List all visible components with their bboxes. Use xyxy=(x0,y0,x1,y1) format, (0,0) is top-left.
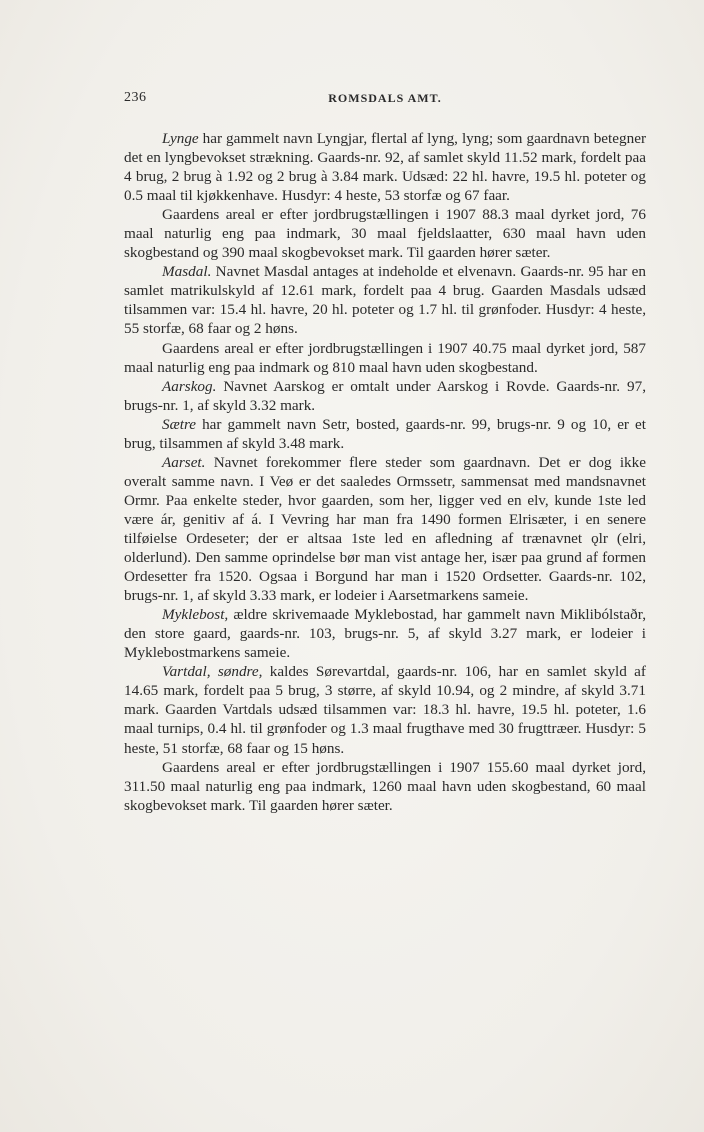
paragraph-lynge xyxy=(124,129,646,205)
paragraph-myklebost xyxy=(124,605,646,662)
paragraph-masdal-areal xyxy=(124,339,646,377)
paragraph-vartdal-areal xyxy=(124,758,646,815)
text-vartdal: kaldes Sørevartdal, gaards-nr. 106, har en samlet skyld af 14.65 mark, fordelt paa 5 brug, 3 større, af skyld 10.94, og 2 mindre, af skyld 3.71 mark. Gaarden Vartdals udsæd tilsammen var: 18.3 hl. havre, 19.5 hl. poteter, 1.6 maal turnips, 0.4 hl. til grønfoder og 1.3 maal frugthave med 30 frugttræer. Husdyr: 5 heste, 51 storfæ, 68 faar og 15 høns. xyxy=(124,663,646,757)
lead-lynge: Lynge xyxy=(162,130,199,147)
text-aarset: Navnet forekommer flere steder som gaardnavn. Det er dog ikke overalt samme navn. I Veø er det saaledes Ormssetr, sammensat med mandsnavnet Ormr. Paa enkelte steder, hvor gaarden, som her, ligger ved en elv, kunde 1ste led være ár, genitiv af á. I Vevring har man fra 1490 formen Elrisæter, i en senere tilføielse Ordeseter; der er altsaa 1ste led en afledning af trænavnet ǫlr (elri, olderlund). Den samme oprindelse bør man vist antage her, især paa grund af formen Ordesetter fra 1520. Ogsaa i Borgund har man i 1520 Ordsetter. Gaards-nr. 102, brugs-nr. 1, af skyld 3.33 mark, er lodeier i Aarsetmarkens sameie. xyxy=(124,453,646,605)
lead-aarskog: Aarskog. xyxy=(162,377,217,395)
text-myklebost: ældre skrivemaade Myklebostad, har gammelt navn Miklibólstaðr, den store gaard, gaards-nr. 103, brugs-nr. 5, af skyld 3.27 mark, er lodeier i Myklebostmarkens sameie. xyxy=(124,606,646,662)
paragraph-lynge-areal xyxy=(124,205,646,262)
paragraph-vartdal xyxy=(124,662,646,757)
paragraph-saetre xyxy=(124,415,646,453)
body-text xyxy=(124,129,646,815)
page-number: 236 xyxy=(124,90,147,105)
running-head: ROMSDALS AMT. xyxy=(328,91,442,105)
text-masdal: Navnet Masdal antages at indeholde et elvenavn. Gaards-nr. 95 har en samlet matrikulskyld af 12.61 mark, fordelt paa 4 brug. Gaarden Masdals udsæd tilsammen var: 15.4 hl. havre, 20 hl. poteter og 1.7 hl. til grønfoder. Husdyr: 4 heste, 55 storfæ, 68 faar og 2 høns. xyxy=(124,263,646,338)
page-header xyxy=(124,90,646,106)
lead-saetre: Sætre xyxy=(162,415,197,433)
text-lynge: har gammelt navn Lyngjar, flertal af lyng, lyng; som gaardnavn betegner det en lyngbevokset strækning. Gaards-nr. 92, af samlet skyld 11.52 mark, fordelt paa 4 brug, 2 brug à 1.92 og 2 brug à 3.84 mark. Udsæd: 22 hl. havre, 19.5 hl. poteter og 0.5 maal til kjøkkenhave. Husdyr: 4 heste, 53 storfæ og 67 faar. xyxy=(124,130,646,205)
lead-aarset: Aarset. xyxy=(162,453,206,471)
paragraph-aarskog xyxy=(124,377,646,415)
text-masdal-areal: Gaardens areal er efter jordbrugstællingen i 1907 40.75 maal dyrket jord, 587 maal naturlig eng paa indmark og 810 maal havn uden skogbestand. xyxy=(124,339,646,376)
text-lynge-areal: Gaardens areal er efter jordbrugstællingen i 1907 88.3 maal dyrket jord, 76 maal naturlig eng paa indmark, 30 maal fjeldslaatter, 630 maal havn uden skogbestand og 390 maal skogbevokset mark. Til gaarden hører sæter. xyxy=(124,206,646,262)
lead-vartdal: Vartdal, søndre, xyxy=(162,663,263,681)
text-vartdal-areal: Gaardens areal er efter jordbrugstællingen i 1907 155.60 maal dyrket jord, 311.50 maal naturlig eng paa indmark, 1260 maal havn uden skogbestand, 60 maal skogbevokset mark. Til gaarden hører sæter. xyxy=(124,758,646,814)
text-saetre: har gammelt navn Setr, bosted, gaards-nr. 99, brugs-nr. 9 og 10, er et brug, tilsammen af skyld 3.48 mark. xyxy=(124,415,646,452)
lead-myklebost: Myklebost, xyxy=(162,606,229,624)
paragraph-masdal xyxy=(124,262,646,338)
lead-masdal: Masdal. xyxy=(162,263,212,281)
text-aarskog: Navnet Aarskog er omtalt under Aarskog i Rovde. Gaards-nr. 97, brugs-nr. 1, af skyld 3.32 mark. xyxy=(124,377,646,414)
paragraph-aarset xyxy=(124,453,646,605)
